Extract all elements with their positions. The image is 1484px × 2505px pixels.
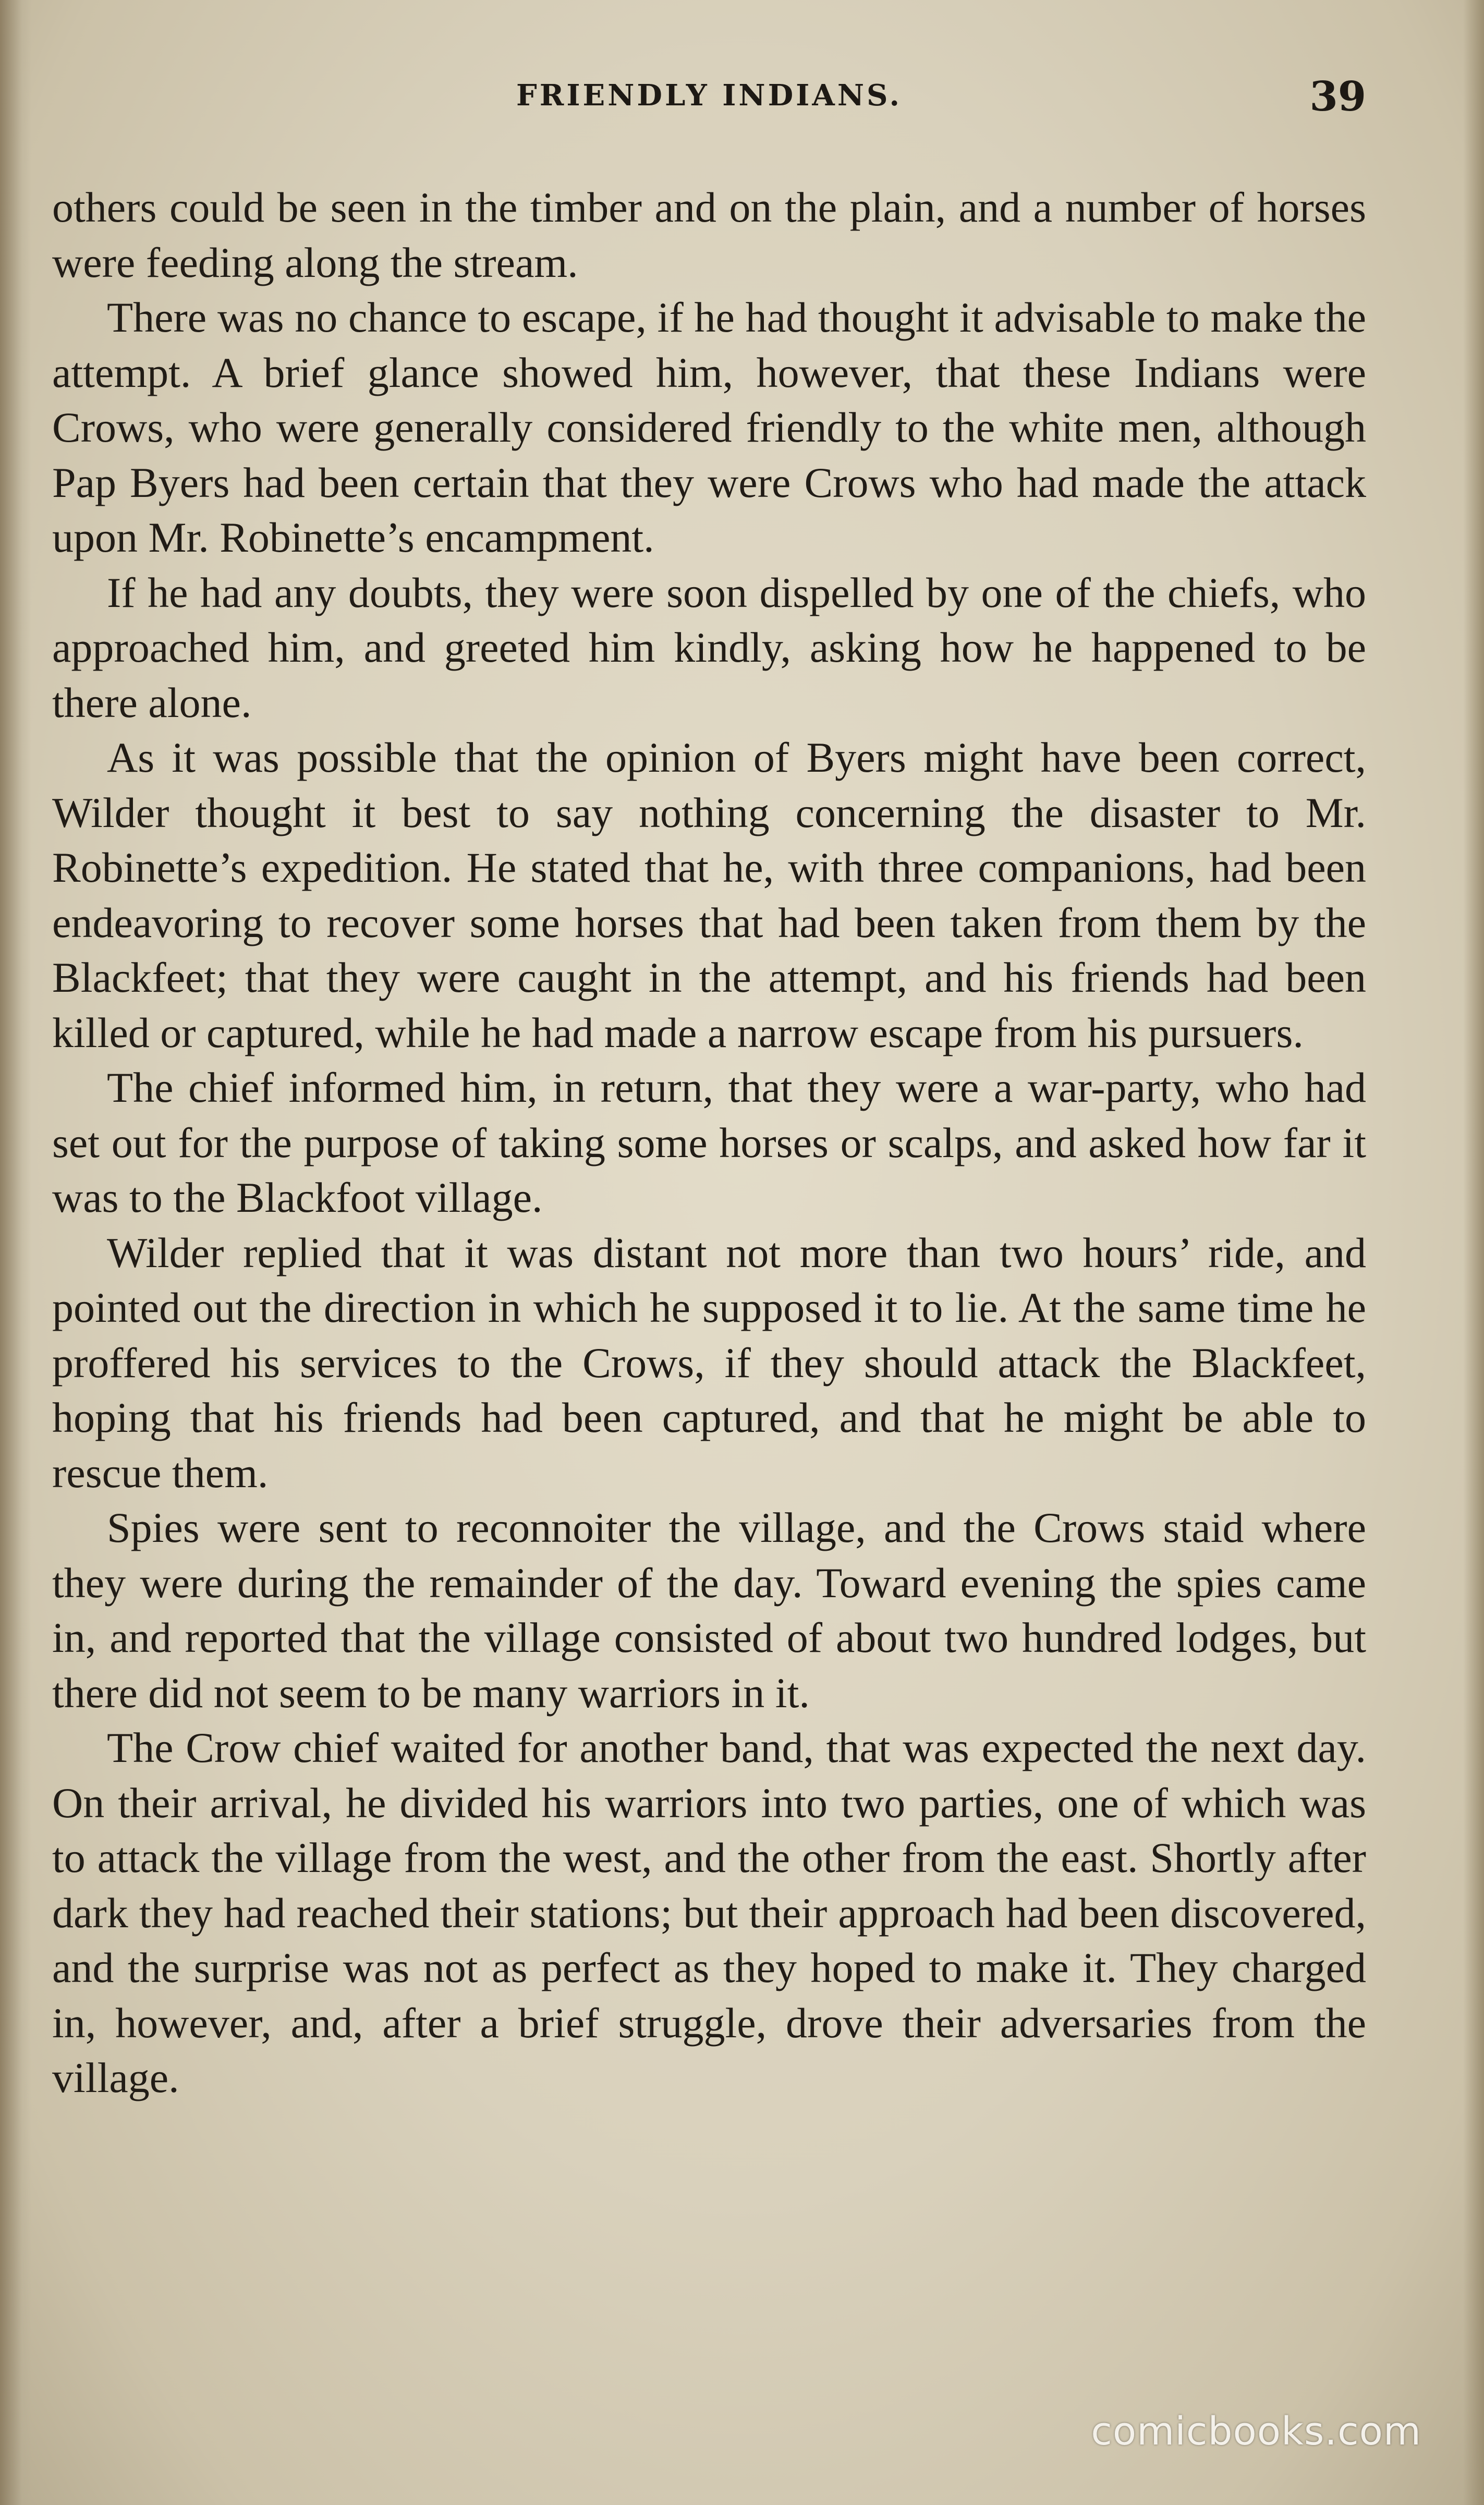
running-head: FRIENDLY INDIANS. — [516, 78, 902, 113]
paragraph-2: There was no chance to escape, if he had thought it advisable to make the attempt. A brief glance showed him, however, that these Indians were Crows, who were generally considered friendly to the white men, although Pap Byers had been certain that they were Crows who had made the attack upon Mr. Robinette’s encampment. — [52, 294, 1366, 561]
paragraph-1: others could be seen in the timber and on the plain, and a number of horses were feeding along the stream. — [52, 184, 1366, 286]
body-text — [52, 180, 1366, 2106]
watermark: comicbooks.com — [1091, 2409, 1421, 2454]
page-header — [52, 73, 1366, 130]
paragraph-5: The chief informed him, in return, that they were a war-party, who had set out for the purpose of taking some horses or scalps, and asked how far it was to the Blackfoot village. — [52, 1064, 1366, 1221]
paragraph-7: Spies were sent to reconnoiter the village, and the Crows staid where they were during the remainder of the day. Toward evening the spies came in, and reported that the village consisted of about two hundred lodges, but there did not seem to be many warriors in it. — [52, 1504, 1366, 1717]
paragraph-6: Wilder replied that it was distant not more than two hours’ ride, and pointed out the direction in which he supposed it to lie. At the same time he proffered his services to the Crows, if they should attack the Blackfeet, hoping that his friends had been captured, and that he might be able to rescue them. — [52, 1229, 1366, 1497]
paragraph-4: As it was possible that the opinion of Byers might have been correct, Wilder thought it best to say nothing concerning the disaster to Mr. Robinette’s expedition. He stated that he, with three companions, had been endeavoring to recover some horses that had been taken from them by the Blackfeet; that they were caught in the attempt, and his friends had been killed or captured, while he had made a narrow escape from his pursuers. — [52, 734, 1366, 1056]
paragraph-8: The Crow chief waited for another band, that was expected the next day. On their arrival, he divided his warriors into two parties, one of which was to attack the village from the west, and the other from the east. Shortly after dark they had reached their stations; but their approach had been discovered, and the surprise was not as perfect as they hoped to make it. They charged in, however, and, after a brief struggle, drove their adversaries from the village. — [52, 1724, 1366, 2101]
page-number: 39 — [1309, 73, 1366, 120]
paragraph-3: If he had any doubts, they were soon dispelled by one of the chiefs, who approached him, and greeted him kindly, asking how he happened to be there alone. — [52, 568, 1366, 726]
